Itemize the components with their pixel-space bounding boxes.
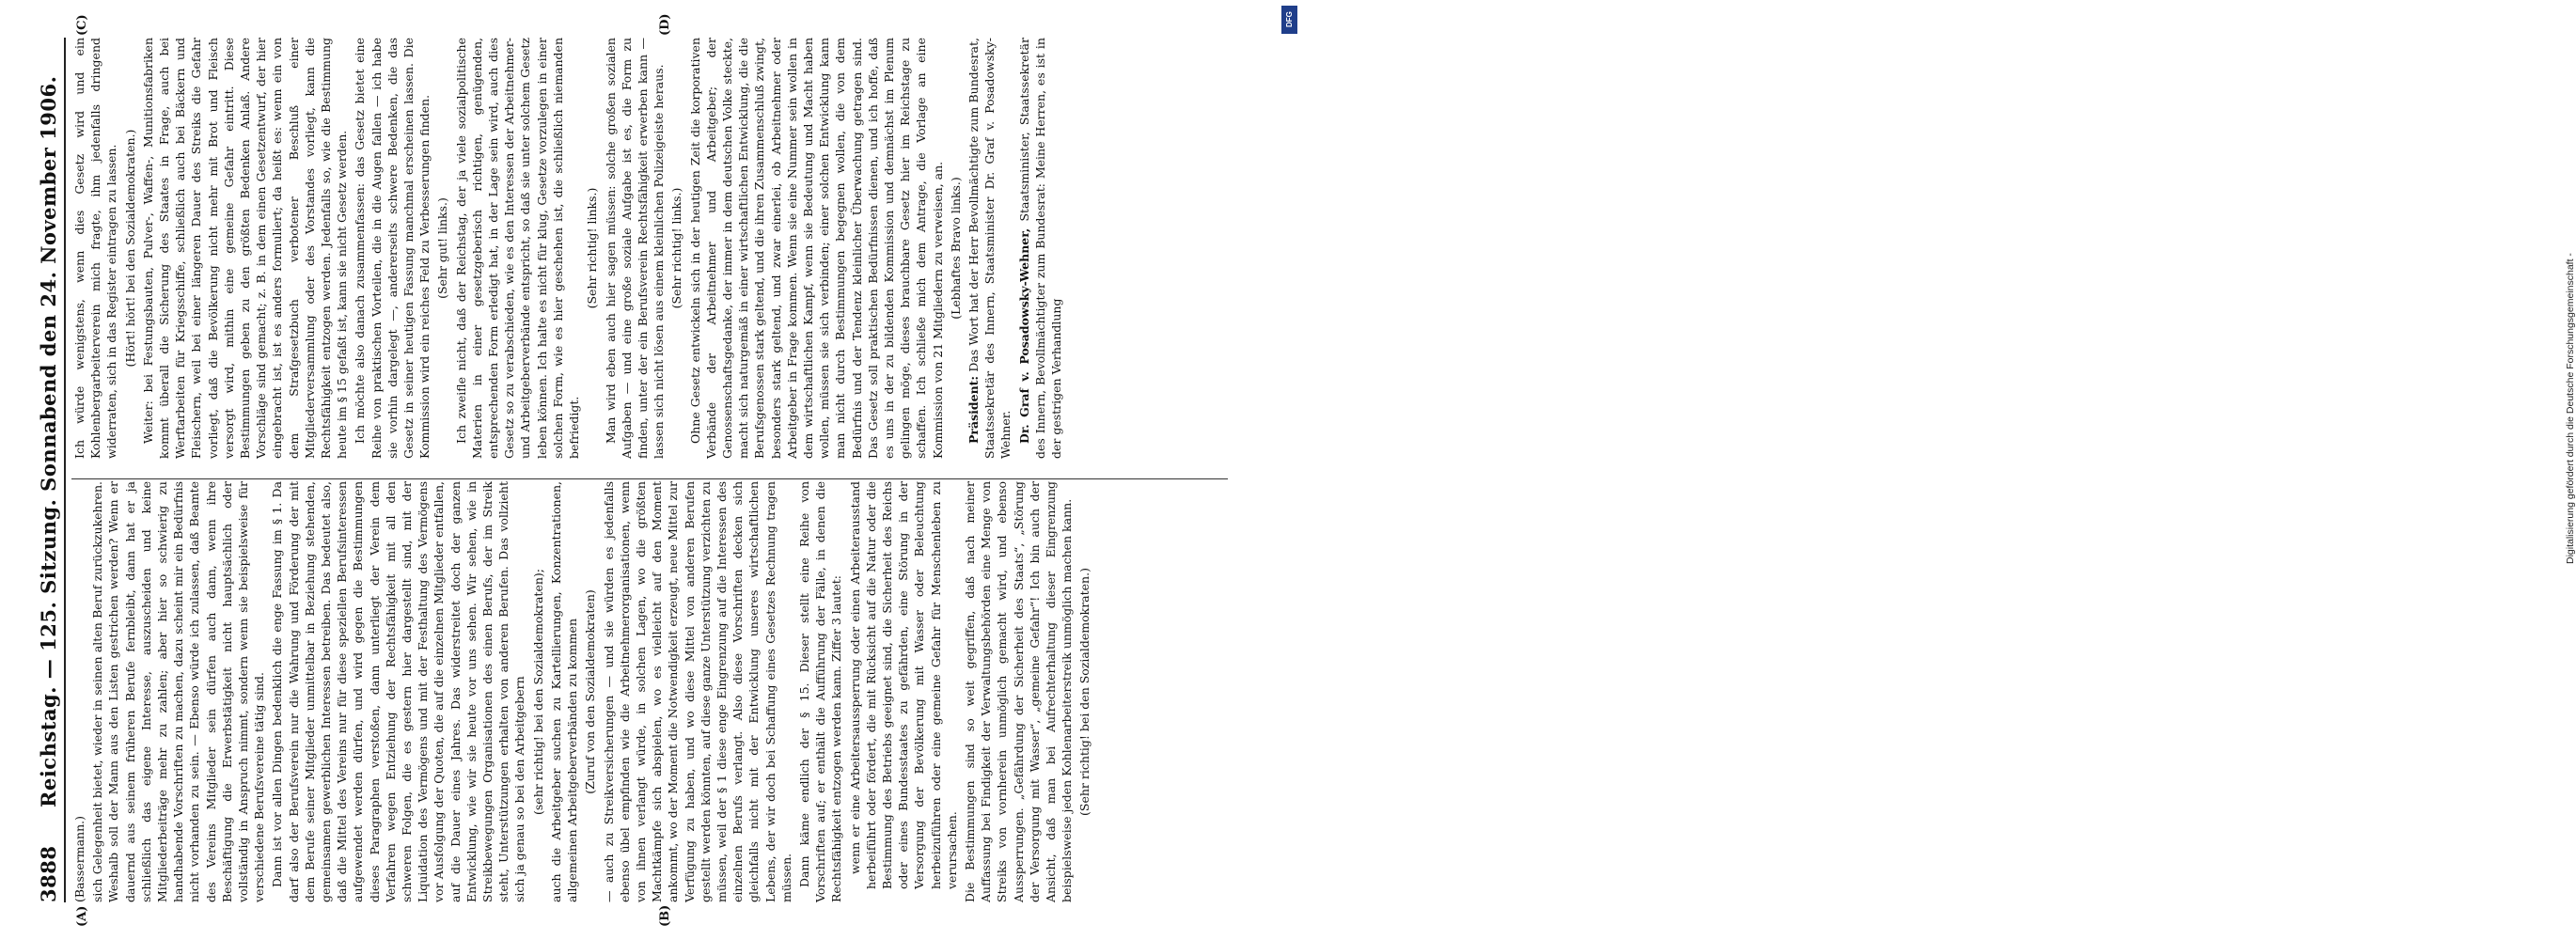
paragraph: — auch zu Streikversicherungen — und sie würden es jedenfalls ebenso übel empfinden wie die Arbeitnehmerorganisationen, wenn von ihnen verlangt würde, in solchen Lagen, wo die größten Machtkämpfe sich abspielen, wo es vielleicht auf den Moment ankommt, wo der Moment die Notwendigkeit erzeugt, neue Mittel zur Verfügung zu haben, und wo diese Mittel von anderen Berufen gestellt werden könnten, auf diese ganze Unterstützung verzichten zu müssen, weil der § 1 diese enge Eingrenzung auf die Interessen des einzelnen Berufs verlangt. Also diese Vorschriften decken sich gleichfalls nicht mit der Entwicklung unseres wirtschaftlichen Lebens, der wir doch bei Schaffung eines Gesetzes Rechnung tragen müssen.: [601, 481, 793, 902]
president-text: Das Wort hat der Herr Bevollmächtigte zum Bundesrat, Staatssekretär des Innern, Staatsminister Dr. Graf v. Posadowsky-Wehner.: [966, 38, 1013, 459]
paragraph: Ich würde wenigstens, wenn dies Gesetz wird und ein Kohlenbergarbeiterverein mich fragte, ihm jedenfalls dringend widerraten, sich in das Register eintragen zu lassen.: [72, 38, 119, 459]
right-column: [71, 38, 1228, 459]
interjection: (Hört! hört! bei den Sozialdemokraten.): [122, 129, 137, 368]
paragraph: Dann ist vor allen Dingen bedenklich die enge Fassung im § 1. Da darf also der Berufsverein nur die Wahrung und Förderung der mit dem Berufe seiner Mitglieder unmittelbar in Beziehung stehenden, gemeinsamen gewerblichen Interessen betreiben. Das bedeutet also, daß die Mittel des Vereins nur für diese speziellen Berufsinteressen aufgewendet werden dürfen, und wird gegen die Bestimmungen dieses Paragraphen verstoßen, dann unterliegt der Verein dem Verfahren wegen Entziehung der Rechtsfähigkeit mit all den schweren Folgen, die es gestern hier dargestellt sind, mit der Liquidation des Vermögens und mit der Festhaltung des Vermögens vor Ausfolgung der Quoten, die auf die einzelnen Mitglieder entfallen, auf die Dauer eines Jahres. Das widerstreitet doch der ganzen Entwicklung, wie wir sie heute vor uns sehen. Wir sehen, wie in Streikbewegungen Organisationen des einen Berufs, der im Streik steht, Unterstützungen erhalten von anderen Berufen. Das vollzieht sich ja genau so bei den Arbeitgebern: [270, 481, 527, 902]
margin-marker-d: (D): [658, 13, 672, 36]
paragraph: Ohne Gesetz entwickeln sich in der heutigen Zeit die korporativen Verbände der Arbeitnehmer und Arbeitgeber; der Genossenschaftsgedanke, der immer in dem deutschen Volke steckte, macht sich naturgemäß in einer wirtschaftlichen Entwicklung, die die Berufsgenossen stark geltend, und die ihren Zusammenschluß zwingt, besonders stark geltend, und zwar einerlei, ob Arbeitnehmer oder Arbeitgeber in Frage kommen. Wenn sie eine Nummer sein wollen in dem wirtschaftlichen Kampf, wenn sie Bedeutung und Macht haben wollen, müssen sie sich verbinden; einer solchen Entwicklung kann man nicht durch Bestimmungen begegnen wollen, die von dem Bedürfnis und der Tendenz kleinlicher Überwachung getragen sind. Das Gesetz soll praktischen Bedürfnissen dienen, und ich hoffe, daß es uns in der zu bildenden Kommission und demnächst im Plenum gelingen möge, dieses brauchbare Gesetz hier im Reichstage zu schaffen. Ich schließe mich dem Antrage, die Vorlage an eine Kommission von 21 Mitgliedern zu verweisen, an.: [687, 38, 945, 459]
quoted-clause: wenn er eine Arbeitersaussperrung oder einen Arbeiterausstand herbeiführt oder fördert, die mit Rücksicht auf die Natur oder die Bestimmung des Betriebs geeignet sind, die Sicherheit des Reichs oder eines Bundesstaates zu gefährden, eine Störung in der Versorgung der Bevölkerung mit Wasser oder Beleuchtung herbeizuführen oder eine gemeine Gefahr für Menschenleben zu verursachen.: [847, 481, 959, 889]
digitization-note: Digitalisierung gefördert durch die Deutsche Forschungsgemeinschaft -: [2565, 253, 2576, 564]
speaker-tag: (Bassermann.): [72, 816, 86, 902]
speaker-label: Dr. Graf v. Posadowsky-Wehner,: [1016, 227, 1031, 444]
page-header: [19, 38, 66, 902]
paragraph: Ich zweifle nicht, daß der Reichstag, der ja viele sozialpolitische Materien in einer gesetzgeberisch richtigen, genügenden, entsprechenden Form erledigt hat, in der Lage sein wird, auch dies Gesetz so zu verabschieden, wie es den Interessen der Arbeitnehmer- und Arbeitgeberverbände entspricht, so daß sie unter solchem Gesetz leben können. Ich halte es nicht für klug, Gesetze vorzulegen in einer solchen Form, wie es hier geschehen ist, die schließlich niemanden befriedigt.: [453, 38, 582, 459]
left-column: [71, 481, 1228, 902]
page-number: 3888: [37, 845, 60, 902]
paragraph: Weiter: bei Festungsbauten, Pulver-, Waffen-, Munitionsfabriken kommt überall die Sicherung des Staates in Frage, auch bei Werftarbeiten für Kriegsschiffe, schließlich auch bei Bäckern und Fleischern, weil bei einer längeren Dauer des Streiks die Gefahr vorliegt, daß die Bevölkerung nicht mehr mit Brot und Fleisch versorgt wird, mithin eine gemeine Gefahr eintritt. Diese Bestimmungen geben zu den größten Bedenken Anlaß. Andere Vorschläge sind gemacht; z. B. in dem einen Gesetzentwurf, der hier eingebracht ist, ist es anders formuliert; da heißt es: wenn ein von dem Strafgesetzbuch verbotener Beschluß einer Mitgliederversammlung oder des Vorstandes vorliegt, kann die Rechtsfähigkeit entzogen werden. Jedenfalls so, wie die Bestimmung heute im § 15 gefaßt ist, kann sie nicht Gesetz werden.: [140, 38, 350, 459]
interjection: (Sehr richtig! links.): [585, 187, 600, 309]
interjection: (Sehr richtig! links.): [669, 187, 684, 309]
paragraph: sich Gelegenheit bietet, wieder in seinen alten Beruf zurückzukehren. Weshalb soll der Mann aus den Listen gestrichen werden? Wenn er dauernd aus seinem früheren Berufe fernbleibt, dann hat er ja schließlich das eigene Interesse, auszuscheiden und keine Mitgliederbeiträge mehr zu zahlen; aber hier so schwierig zu handhabende Vorschriften zu machen, dazu scheint mir ein Bedürfnis nicht vorhanden zu sein. — Ebenso würde ich zulassen, daß Beamte des Vereins Mitglieder sein dürfen auch dann, wenn ihre Beschäftigung die Erwerbstätigkeit nicht hauptsächlich oder vollständig in Anspruch nimmt, sondern wenn sie beispielsweise für verschiedene Berufsvereine tätig sind.: [90, 481, 267, 902]
margin-marker-c: (C): [75, 14, 89, 36]
margin-marker-a: (A): [75, 905, 89, 927]
paragraph: Die Bestimmungen sind so weit gegriffen, daß nach meiner Auffassung bei Findigkeit der Verwaltungsbehörden eine Menge von Streiks von vornherein unmöglich gemacht wird, und ebenso Aussperrungen. „Gefährdung der Sicherheit des Staats“, „Störung der Versorgung mit Wasser“, „gemeine Gefahr“! Ich bin auch der Ansicht, daß man bei Aufrechterhaltung dieser Eingrenzung beispielsweise jeden Kohlenarbeiterstreik unmöglich machen kann.: [962, 481, 1075, 902]
president-label: Präsident:: [966, 375, 981, 444]
dfg-logo: DFG: [1281, 6, 1297, 34]
interjection: (Zuruf von den Sozialdemokraten): [583, 589, 598, 794]
interjection: (sehr richtig! bei den Sozialdemokraten);: [530, 569, 545, 815]
interjection: (Lebhaftes Bravo links.): [948, 177, 963, 320]
paragraph: Man wird eben auch hier sagen müssen: solche großen sozialen Aufgaben — und eine große soziale Aufgabe ist es, die Form zu finden, unter der ein Berufsverein Rechtsfähigkeit erwerben kann — lassen sich nicht lösen aus einem kleinlichen Polizeigeiste heraus.: [603, 38, 667, 459]
president-statement: [966, 38, 1014, 459]
interjection: (Sehr gut! links.): [435, 197, 450, 299]
paragraph: auch die Arbeitgeber suchen zu Kartellierungen, Konzentrationen, allgemeinen Arbeitgeberverbänden zu kommen: [548, 481, 580, 902]
paragraph: Dann käme endlich der § 15. Dieser stellt eine Reihe von Vorschriften auf; er enthält die Aufführung der Fälle, in denen die Rechtsfähigkeit entzogen werden kann. Ziffer 3 lautet:: [796, 481, 844, 902]
page-title: Reichstag. — 125. Sitzung. Sonnabend den 24. November 1906.: [37, 75, 60, 807]
column-divider: [71, 478, 1228, 479]
paragraph: Ich möchte also danach zusammenfassen: das Gesetz bietet eine Reihe von praktischen Vorteilen, die in die Augen fallen — ich habe sie vorhin dargelegt —, andererseits schwere Bedenken, die das Gesetz in seiner heutigen Fassung manchmal erscheinen lassen. Die Kommission wird ein reiches Feld zu Verbesserungen finden.: [353, 38, 432, 459]
margin-marker-b: (B): [658, 904, 672, 927]
speaker-statement: [1016, 38, 1065, 459]
speaker-text: Staatsminister, Staatssekretär des Innern, Bevollmächtigter zum Bundesrat: Meine Herren, es ist in der gestrigen Verhandlung: [1016, 38, 1063, 459]
interjection: (Sehr richtig! bei den Sozialdemokraten.): [1077, 568, 1092, 816]
